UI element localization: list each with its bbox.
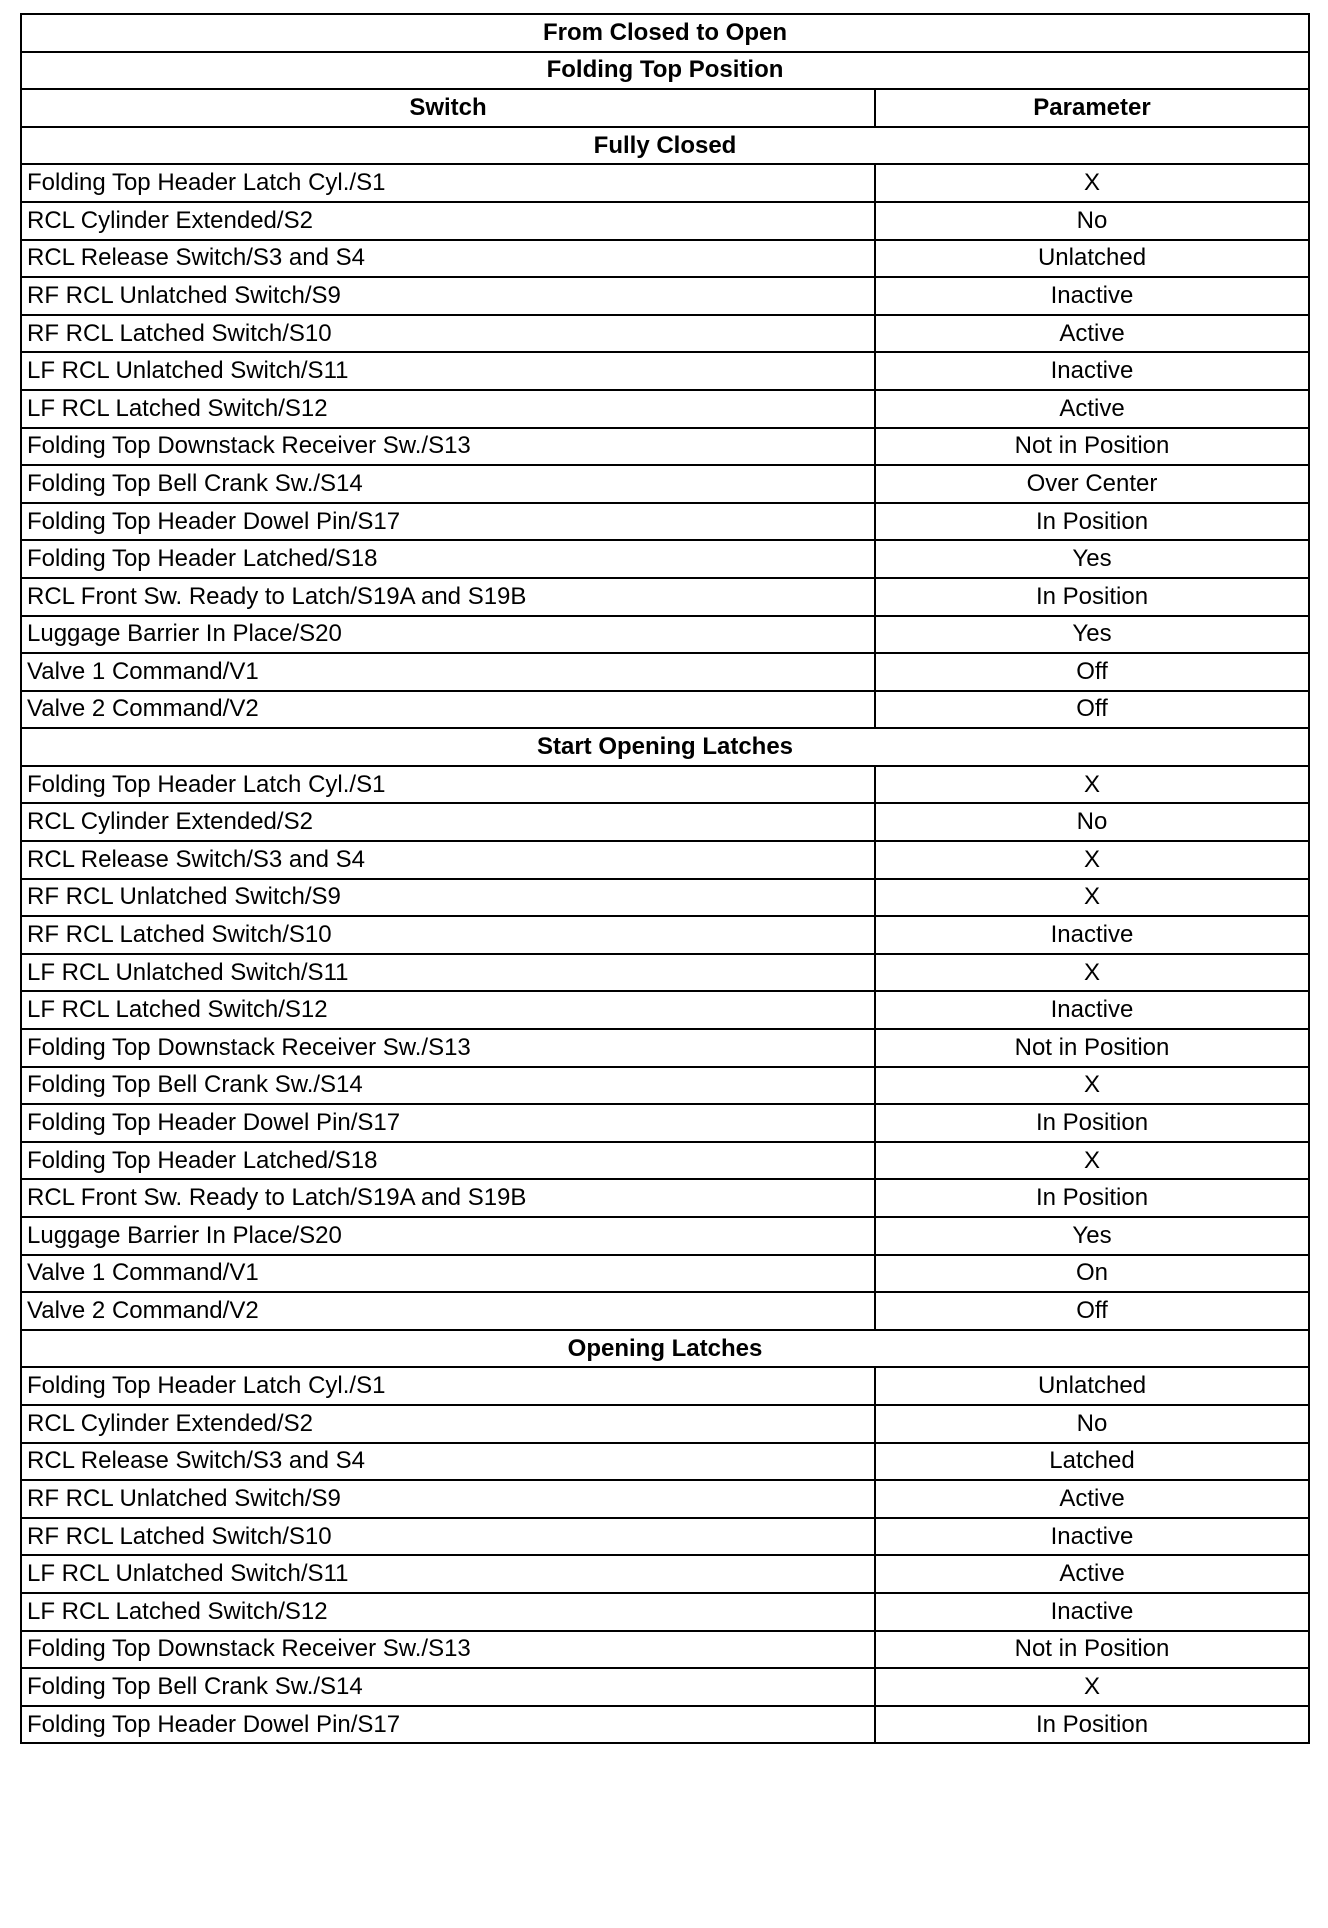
- switch-cell: RCL Release Switch/S3 and S4: [21, 1443, 875, 1481]
- parameter-cell: Inactive: [875, 352, 1309, 390]
- switch-cell: LF RCL Latched Switch/S12: [21, 1593, 875, 1631]
- parameter-cell: Inactive: [875, 991, 1309, 1029]
- table-row: [21, 841, 1309, 879]
- parameter-cell: X: [875, 841, 1309, 879]
- parameter-cell: Active: [875, 1480, 1309, 1518]
- parameter-cell: Unlatched: [875, 240, 1309, 278]
- parameter-cell: In Position: [875, 1179, 1309, 1217]
- switch-cell: RF RCL Latched Switch/S10: [21, 315, 875, 353]
- parameter-cell: Active: [875, 1555, 1309, 1593]
- parameter-cell: Unlatched: [875, 1367, 1309, 1405]
- parameter-cell: Inactive: [875, 1593, 1309, 1631]
- parameter-cell: X: [875, 879, 1309, 917]
- table-title: From Closed to Open: [21, 14, 1309, 52]
- table-row: [21, 1217, 1309, 1255]
- table-row: [21, 1706, 1309, 1744]
- section-header-row: [21, 728, 1309, 766]
- section-title: Start Opening Latches: [21, 728, 1309, 766]
- switch-cell: RCL Release Switch/S3 and S4: [21, 240, 875, 278]
- table-title-row: [21, 14, 1309, 52]
- switch-cell: Folding Top Header Dowel Pin/S17: [21, 1104, 875, 1142]
- table-row: [21, 1480, 1309, 1518]
- switch-cell: Folding Top Header Latched/S18: [21, 1142, 875, 1180]
- switch-cell: RCL Front Sw. Ready to Latch/S19A and S19B: [21, 578, 875, 616]
- switch-parameter-document: [20, 13, 1308, 1744]
- switch-cell: Folding Top Downstack Receiver Sw./S13: [21, 1029, 875, 1067]
- switch-cell: Folding Top Downstack Receiver Sw./S13: [21, 428, 875, 466]
- table-row: [21, 691, 1309, 729]
- table-row: [21, 503, 1309, 541]
- switch-cell: Folding Top Header Dowel Pin/S17: [21, 1706, 875, 1744]
- switch-cell: RF RCL Unlatched Switch/S9: [21, 1480, 875, 1518]
- parameter-cell: In Position: [875, 503, 1309, 541]
- parameter-cell: X: [875, 1668, 1309, 1706]
- table-row: [21, 202, 1309, 240]
- switch-cell: RF RCL Latched Switch/S10: [21, 916, 875, 954]
- switch-cell: Luggage Barrier In Place/S20: [21, 616, 875, 654]
- table-row: [21, 352, 1309, 390]
- parameter-cell: Over Center: [875, 465, 1309, 503]
- parameter-cell: Inactive: [875, 1518, 1309, 1556]
- switch-cell: Folding Top Bell Crank Sw./S14: [21, 1668, 875, 1706]
- parameter-cell: Off: [875, 653, 1309, 691]
- table-row: [21, 315, 1309, 353]
- table-subtitle-row: [21, 52, 1309, 90]
- table-row: [21, 578, 1309, 616]
- table-row: [21, 916, 1309, 954]
- parameter-cell: In Position: [875, 578, 1309, 616]
- parameter-cell: X: [875, 954, 1309, 992]
- parameter-cell: X: [875, 164, 1309, 202]
- table-row: [21, 277, 1309, 315]
- switch-cell: RF RCL Unlatched Switch/S9: [21, 879, 875, 917]
- switch-cell: LF RCL Latched Switch/S12: [21, 390, 875, 428]
- table-row: [21, 1555, 1309, 1593]
- table-row: [21, 1668, 1309, 1706]
- table-row: [21, 954, 1309, 992]
- table-row: [21, 390, 1309, 428]
- parameter-cell: Not in Position: [875, 1029, 1309, 1067]
- table-row: [21, 1631, 1309, 1669]
- table-row: [21, 1292, 1309, 1330]
- switch-cell: Folding Top Bell Crank Sw./S14: [21, 465, 875, 503]
- column-header-parameter: Parameter: [875, 89, 1309, 127]
- table-body: [21, 127, 1309, 1744]
- table-row: [21, 240, 1309, 278]
- parameter-cell: X: [875, 1067, 1309, 1105]
- table-subtitle: Folding Top Position: [21, 52, 1309, 90]
- switch-cell: LF RCL Unlatched Switch/S11: [21, 1555, 875, 1593]
- table-row: [21, 1179, 1309, 1217]
- switch-cell: Folding Top Bell Crank Sw./S14: [21, 1067, 875, 1105]
- parameter-cell: Not in Position: [875, 428, 1309, 466]
- table-row: [21, 1029, 1309, 1067]
- section-title: Opening Latches: [21, 1330, 1309, 1368]
- parameter-cell: X: [875, 1142, 1309, 1180]
- switch-cell: Valve 2 Command/V2: [21, 691, 875, 729]
- switch-cell: LF RCL Unlatched Switch/S11: [21, 954, 875, 992]
- section-header-row: [21, 1330, 1309, 1368]
- switch-cell: Valve 2 Command/V2: [21, 1292, 875, 1330]
- parameter-cell: Off: [875, 691, 1309, 729]
- switch-cell: RCL Cylinder Extended/S2: [21, 803, 875, 841]
- parameter-cell: X: [875, 766, 1309, 804]
- table-row: [21, 1593, 1309, 1631]
- parameter-cell: Not in Position: [875, 1631, 1309, 1669]
- table-row: [21, 616, 1309, 654]
- table-row: [21, 1405, 1309, 1443]
- table-row: [21, 1443, 1309, 1481]
- switch-cell: Folding Top Header Latch Cyl./S1: [21, 766, 875, 804]
- parameter-cell: No: [875, 1405, 1309, 1443]
- table-row: [21, 1067, 1309, 1105]
- switch-cell: Luggage Barrier In Place/S20: [21, 1217, 875, 1255]
- table-row: [21, 1518, 1309, 1556]
- table-row: [21, 991, 1309, 1029]
- switch-cell: Valve 1 Command/V1: [21, 1255, 875, 1293]
- switch-cell: Folding Top Header Latch Cyl./S1: [21, 1367, 875, 1405]
- switch-cell: Folding Top Header Dowel Pin/S17: [21, 503, 875, 541]
- section-header-row: [21, 127, 1309, 165]
- parameter-cell: In Position: [875, 1104, 1309, 1142]
- parameter-cell: No: [875, 202, 1309, 240]
- column-header-switch: Switch: [21, 89, 875, 127]
- switch-cell: RF RCL Unlatched Switch/S9: [21, 277, 875, 315]
- parameter-cell: Yes: [875, 1217, 1309, 1255]
- parameter-cell: In Position: [875, 1706, 1309, 1744]
- switch-parameter-table: [20, 13, 1310, 1744]
- parameter-cell: Off: [875, 1292, 1309, 1330]
- table-row: [21, 540, 1309, 578]
- parameter-cell: Yes: [875, 616, 1309, 654]
- parameter-cell: Active: [875, 390, 1309, 428]
- switch-cell: Valve 1 Command/V1: [21, 653, 875, 691]
- switch-cell: RCL Release Switch/S3 and S4: [21, 841, 875, 879]
- table-row: [21, 1367, 1309, 1405]
- table-row: [21, 428, 1309, 466]
- switch-cell: LF RCL Unlatched Switch/S11: [21, 352, 875, 390]
- switch-cell: LF RCL Latched Switch/S12: [21, 991, 875, 1029]
- section-title: Fully Closed: [21, 127, 1309, 165]
- column-header-row: [21, 89, 1309, 127]
- parameter-cell: Active: [875, 315, 1309, 353]
- table-row: [21, 1104, 1309, 1142]
- switch-cell: RCL Front Sw. Ready to Latch/S19A and S19B: [21, 1179, 875, 1217]
- table-row: [21, 803, 1309, 841]
- parameter-cell: Inactive: [875, 916, 1309, 954]
- switch-cell: RF RCL Latched Switch/S10: [21, 1518, 875, 1556]
- table-row: [21, 1255, 1309, 1293]
- parameter-cell: Latched: [875, 1443, 1309, 1481]
- table-row: [21, 653, 1309, 691]
- parameter-cell: On: [875, 1255, 1309, 1293]
- table-row: [21, 1142, 1309, 1180]
- switch-cell: RCL Cylinder Extended/S2: [21, 202, 875, 240]
- parameter-cell: No: [875, 803, 1309, 841]
- parameter-cell: Inactive: [875, 277, 1309, 315]
- table-row: [21, 164, 1309, 202]
- switch-cell: RCL Cylinder Extended/S2: [21, 1405, 875, 1443]
- table-row: [21, 879, 1309, 917]
- table-row: [21, 766, 1309, 804]
- switch-cell: Folding Top Header Latched/S18: [21, 540, 875, 578]
- table-row: [21, 465, 1309, 503]
- switch-cell: Folding Top Downstack Receiver Sw./S13: [21, 1631, 875, 1669]
- switch-cell: Folding Top Header Latch Cyl./S1: [21, 164, 875, 202]
- parameter-cell: Yes: [875, 540, 1309, 578]
